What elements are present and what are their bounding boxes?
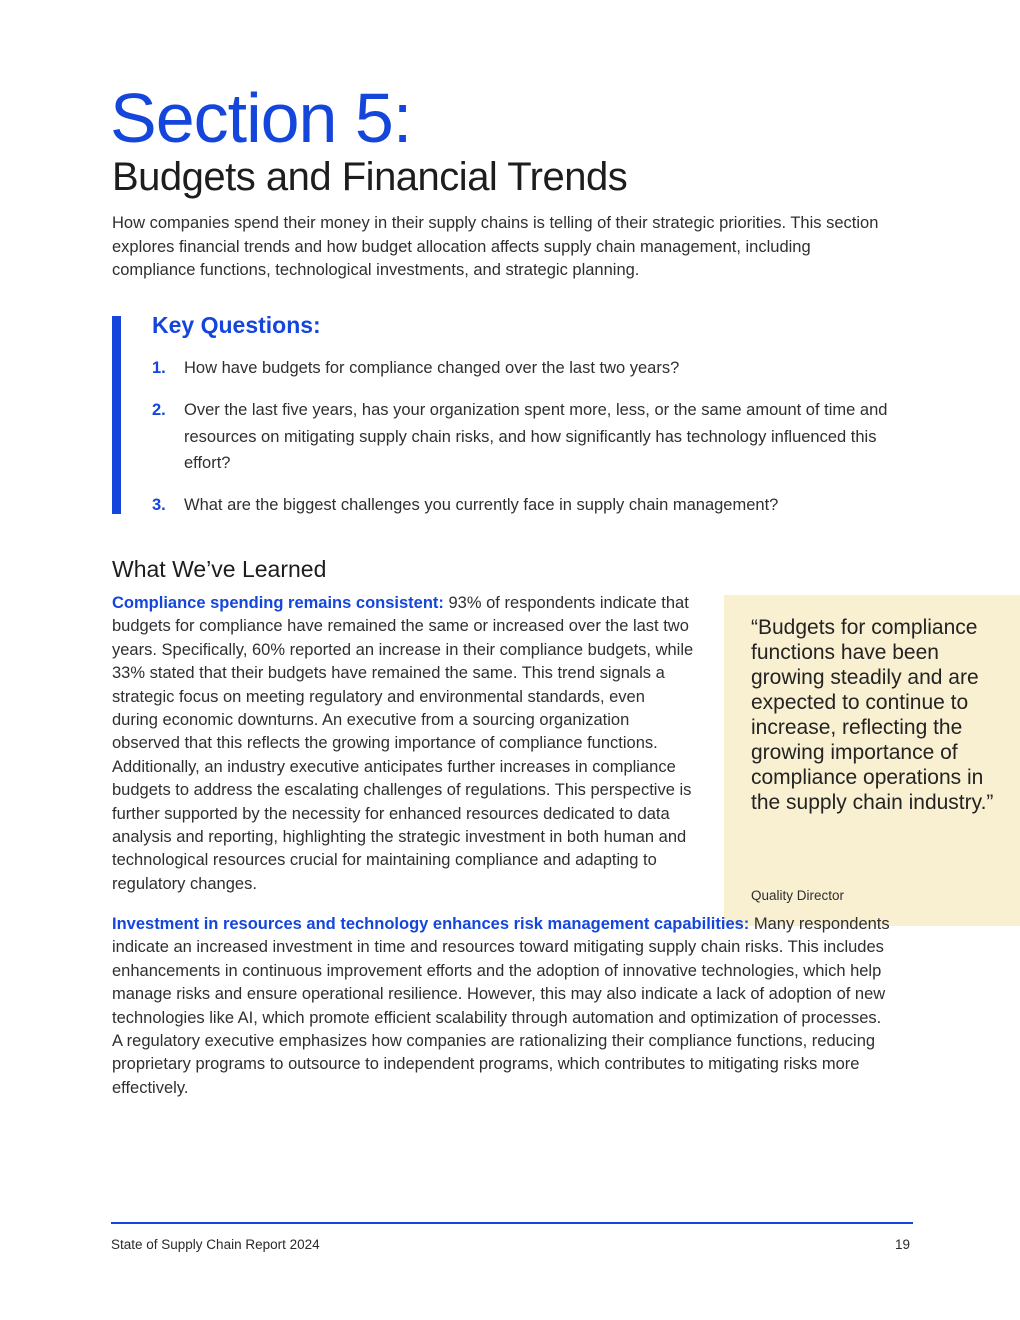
pull-quote-box <box>724 595 1020 926</box>
question-2-text: Over the last five years, has your organization spent more, less, or the same amount of time and resources on mitigating supply chain risks, and how significantly has technology influenced this effort? <box>184 401 888 472</box>
finding-1-body: 93% of respondents indicate that budgets for compliance have remained the same or increased over the last two years. Specifically, 60% reported an increase in their compliance budgets, while 33% stated that their budgets have remained the same. This trend signals a strategic focus on meeting regulatory and environmental standards, even during economic downturns. An executive from a sourcing organization observed that this reflects the growing importance of compliance functions. Additionally, an industry executive anticipates further increases in compliance budgets to address the escalating challenges of regulations. This perspective is further supported by the necessity for enhanced resources dedicated to data analysis and reporting, highlighting the strategic investment in both human and technological resources crucial for maintaining compliance and adapting to regulatory changes. <box>112 594 694 893</box>
pull-quote-text: “Budgets for compliance functions have been growing steadily and are expected to continue to increase, reflecting the growing importance of compliance operations in the supply chain industry.” <box>751 616 994 814</box>
finding-paragraph-1 <box>112 592 694 896</box>
intro-paragraph: How companies spend their money in their supply chains is telling of their strategic priorities. This section explores financial trends and how budget allocation affects supply chain management, including compliance functions, technological investments, and strategic planning. <box>112 214 879 279</box>
question-3-number: 3. <box>152 496 166 514</box>
footer-report-name: State of Supply Chain Report 2024 <box>111 1237 320 1252</box>
section-number: Section 5: <box>110 79 412 157</box>
finding-paragraph-2 <box>112 913 892 1100</box>
what-weve-learned-heading: What We’ve Learned <box>112 556 327 582</box>
question-2-number: 2. <box>152 401 166 419</box>
finding-2-lead: Investment in resources and technology enhances risk management capabilities: <box>112 915 750 933</box>
key-questions-title: Key Questions: <box>152 312 321 338</box>
question-1-text: How have budgets for compliance changed over the last two years? <box>184 359 680 377</box>
section-title: Budgets and Financial Trends <box>112 155 628 199</box>
key-questions-accent-bar <box>112 316 121 514</box>
footer-page-number: 19 <box>894 1237 910 1252</box>
footer-divider <box>111 1222 913 1224</box>
pull-quote-author: Quality Director <box>751 888 845 903</box>
question-3-text: What are the biggest challenges you currently face in supply chain management? <box>184 496 779 514</box>
finding-1-lead: Compliance spending remains consistent: <box>112 594 444 612</box>
finding-2-body: Many respondents indicate an increased investment in time and resources toward mitigating supply chain risks. This includes enhancements in continuous improvement efforts and the adoption of innovative technologies, which help manage risks and ensure operational resilience. However, this may also indicate a lack of adoption of new technologies like AI, which promote efficient scalability through automation and optimization of processes. A regulatory executive emphasizes how companies are rationalizing their compliance functions, reducing proprietary programs to outsource to independent programs, which contributes to mitigating risks more effectively. <box>112 915 890 1097</box>
question-1-number: 1. <box>152 359 166 377</box>
